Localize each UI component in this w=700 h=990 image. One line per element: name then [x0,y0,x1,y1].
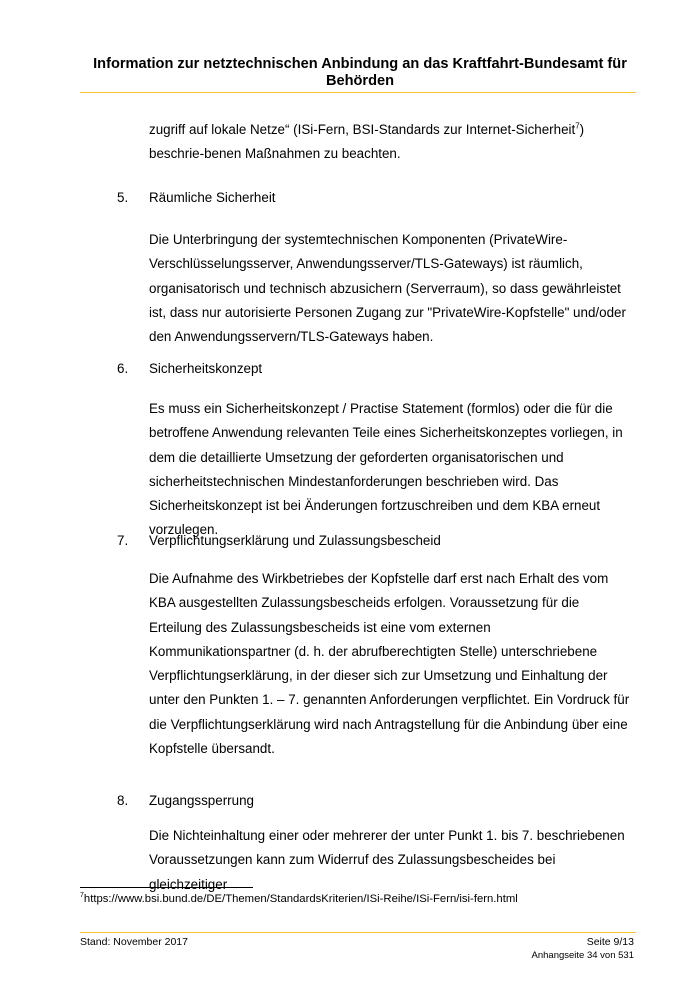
section-title: Zugangssperrung [149,793,254,808]
section-title: Sicherheitskonzept [149,361,263,376]
footer-page-info [532,936,634,962]
section-text-5: Die Unterbringung der systemtechnischen Komponenten (PrivateWire-Verschlüsselungsserver, Anwendungsserver/TLS-Gateways) ist räumlich, organisatorisch und technisch abzusichern (Serverraum), so dass gewährleistet ist, dass nur autorisierte Personen Zugang zur "PrivateWire-Kopfstelle" und/oder den Anwendungsservern/TLS-Gateways haben. [149,232,626,345]
footnote-number: 7 [80,892,84,900]
footer-divider [80,932,636,933]
page-number: Seite 9/13 [586,936,634,948]
section-text-8: Die Nichteinhaltung einer oder mehrerer der unter Punkt 1. bis 7. beschriebenen Voraussetzungen kann zum Widerruf des Zulassungsbescheides bei gleichzeitiger [149,828,625,892]
intro-paragraph [149,118,633,167]
section-text-7: Die Aufnahme des Wirkbetriebes der Kopfstelle darf erst nach Erhalt des vom KBA ausgestellten Zulassungsbescheids erfolgen. Voraussetzung für die Erteilung des Zulassungsbescheids ist eine vom externen Kommunikationspartner (d. h. der abrufberechtigten Stelle) unterschriebene Verpflichtungserklärung, in der dieser sich zur Umsetzung und Einhaltung der unter den Punkten 1. – 7. genannten Anforderungen verpflichtet. Ein Vordruck für die Verpflichtungserklärung wird nach Antragstellung für die Anbindung über eine Kopfstelle übersandt. [149,571,630,757]
footnote [80,892,518,906]
annex-page-number: Anhangseite 34 von 531 [531,950,634,961]
section-title: Verpflichtungserklärung und Zulassungsbescheid [149,533,441,548]
section-title: Räumliche Sicherheit [149,190,276,205]
section-number: 7. [117,533,129,548]
section-number: 6. [117,361,129,376]
section-text-6: Es muss ein Sicherheitskonzept / Practise Statement (formlos) oder die für die betroffene Anwendung relevanten Teile eines Sicherheitskonzeptes vorliegen, in dem die detaillierte Umsetzung der geforderten organisatorischen und sicherheitstechnischen Mindestanforderungen beschrieben wird. Das Sicherheitskonzept ist bei Änderungen fortzuschreiben und dem KBA erneut vorzulegen. [149,401,623,538]
section-heading-5 [117,190,276,206]
section-heading-7 [117,533,441,549]
intro-text-before: zugriff auf lokale Netze“ (ISi-Fern, BSI-Standards zur Internet-Sicherheit [149,122,576,137]
header-divider [80,92,636,93]
footnote-divider [80,887,253,888]
intro-text-after: ) beschrie-benen Maßnahmen zu beachten. [149,122,585,162]
page-header-title: Information zur netztechnischen Anbindung an das Kraftfahrt-Bundesamt für Behörden [93,56,627,89]
footer-stand: Stand: November 2017 [80,936,188,948]
footnote-link[interactable]: https://www.bsi.bund.de/DE/Themen/StandardsKriterien/ISi-Reihe/ISi-Fern/isi-fern.html [83,893,518,905]
section-heading-8 [117,793,254,809]
footnote-reference[interactable]: 7 [575,121,580,131]
section-number: 8. [117,793,129,808]
section-heading-6 [117,361,262,377]
section-number: 5. [117,190,129,205]
